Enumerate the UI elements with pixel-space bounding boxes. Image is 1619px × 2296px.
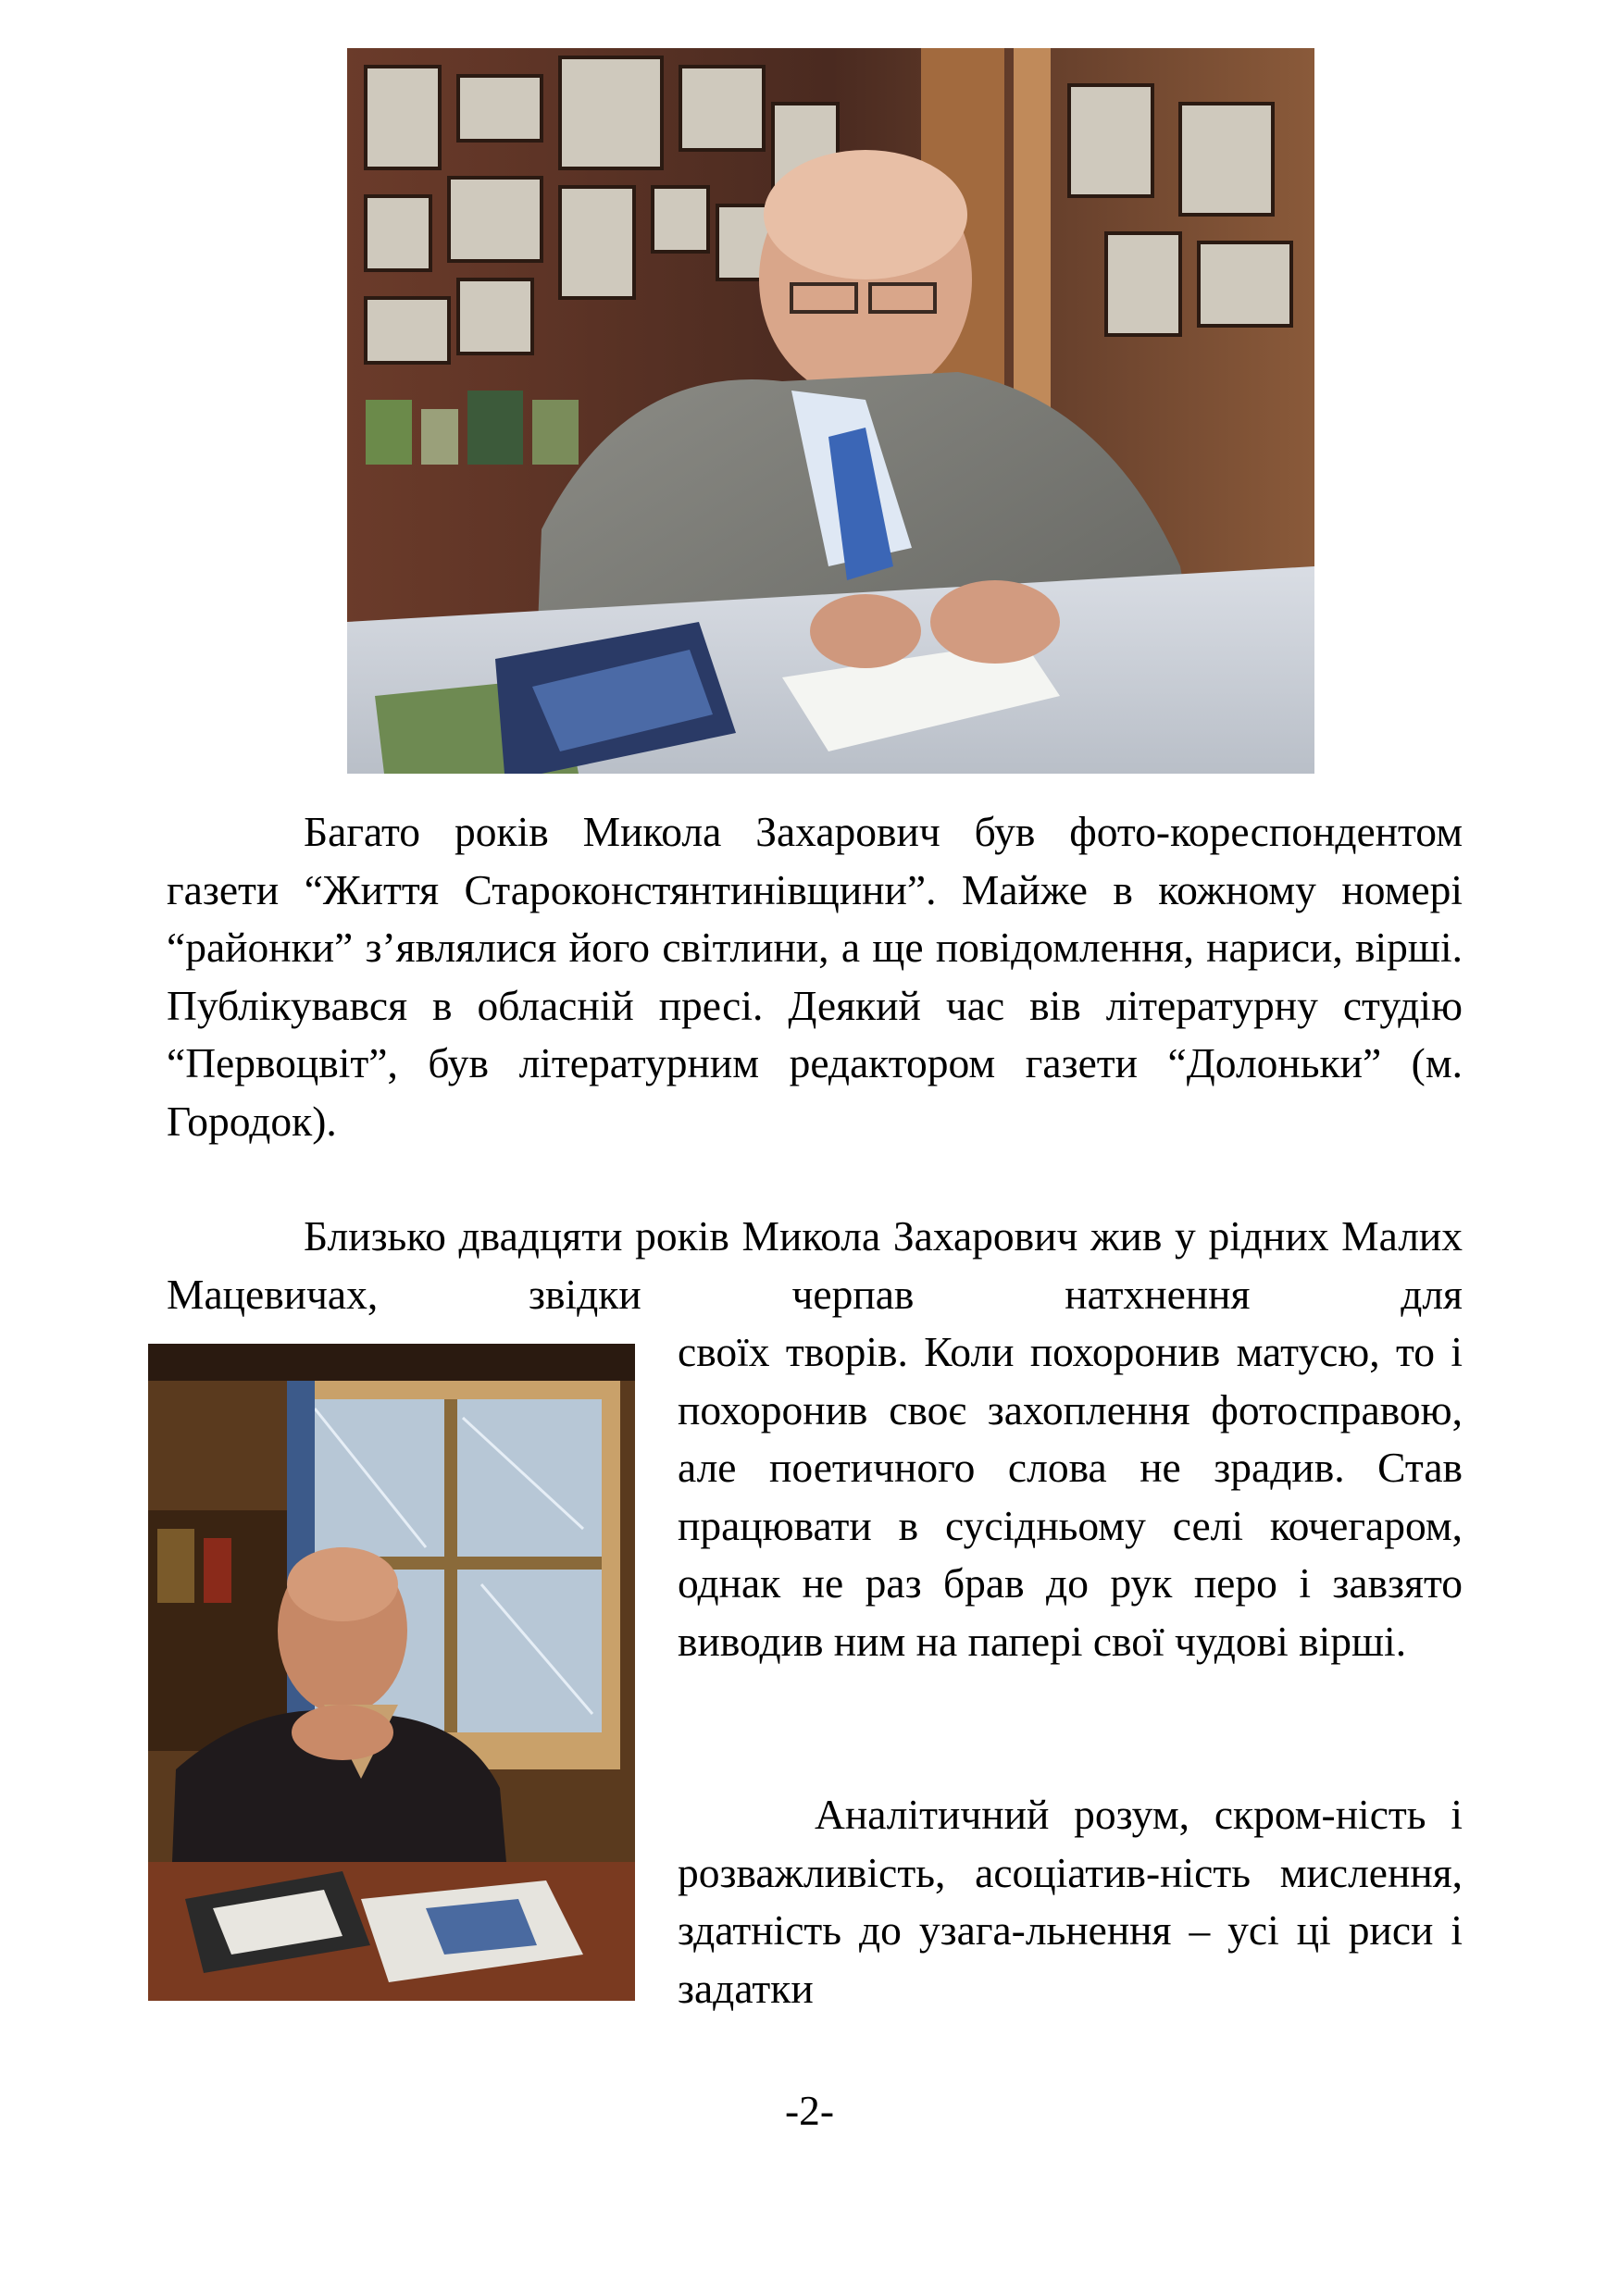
paragraph-2-end bbox=[678, 1323, 1463, 1670]
paragraph-2-end-text: своїх творів. Коли похоронив матусю, то і похоронив своє захоплення фотосправою, але поетичного слова не зрадив. Став працювати в сусідньому селі кочегаром, однак не раз брав до рук перо і завзято виводив ним на папері свої чудові вірші. bbox=[678, 1328, 1463, 1665]
paragraph-3-text: Аналітичний розум, скром-ність і розважливість, асоціатив-ність мислення, здатність до узага-льнення – усі ці риси і задатки bbox=[678, 1791, 1463, 2012]
left-photo-image bbox=[148, 1344, 635, 2001]
paragraph-1 bbox=[167, 803, 1463, 1150]
paragraph-2-start bbox=[167, 1208, 1463, 1323]
paragraph-1-text: Багато років Микола Захарович був фото-кореспондентом газети “Життя Староконстянтинівщини”. Майже в кожному номері “районки” з’являлися його світлини, а ще повідомлення, нариси, вірші. Публікувався в обласній пресі. Деякий час вів літературну студію “Первоцвіт”, був літературним редактором газети “Долоньки” (м. Городок). bbox=[167, 808, 1463, 1145]
top-photo bbox=[347, 48, 1314, 774]
page-number: -2- bbox=[784, 2087, 835, 2134]
paragraph-2-start-text: Близько двадцяти років Микола Захарович жив у рідних Малих Мацевичах, звідки черпав натхнення для bbox=[167, 1212, 1463, 1318]
top-photo-image bbox=[347, 48, 1314, 774]
left-photo bbox=[148, 1344, 635, 2001]
paragraph-3 bbox=[678, 1786, 1463, 2017]
